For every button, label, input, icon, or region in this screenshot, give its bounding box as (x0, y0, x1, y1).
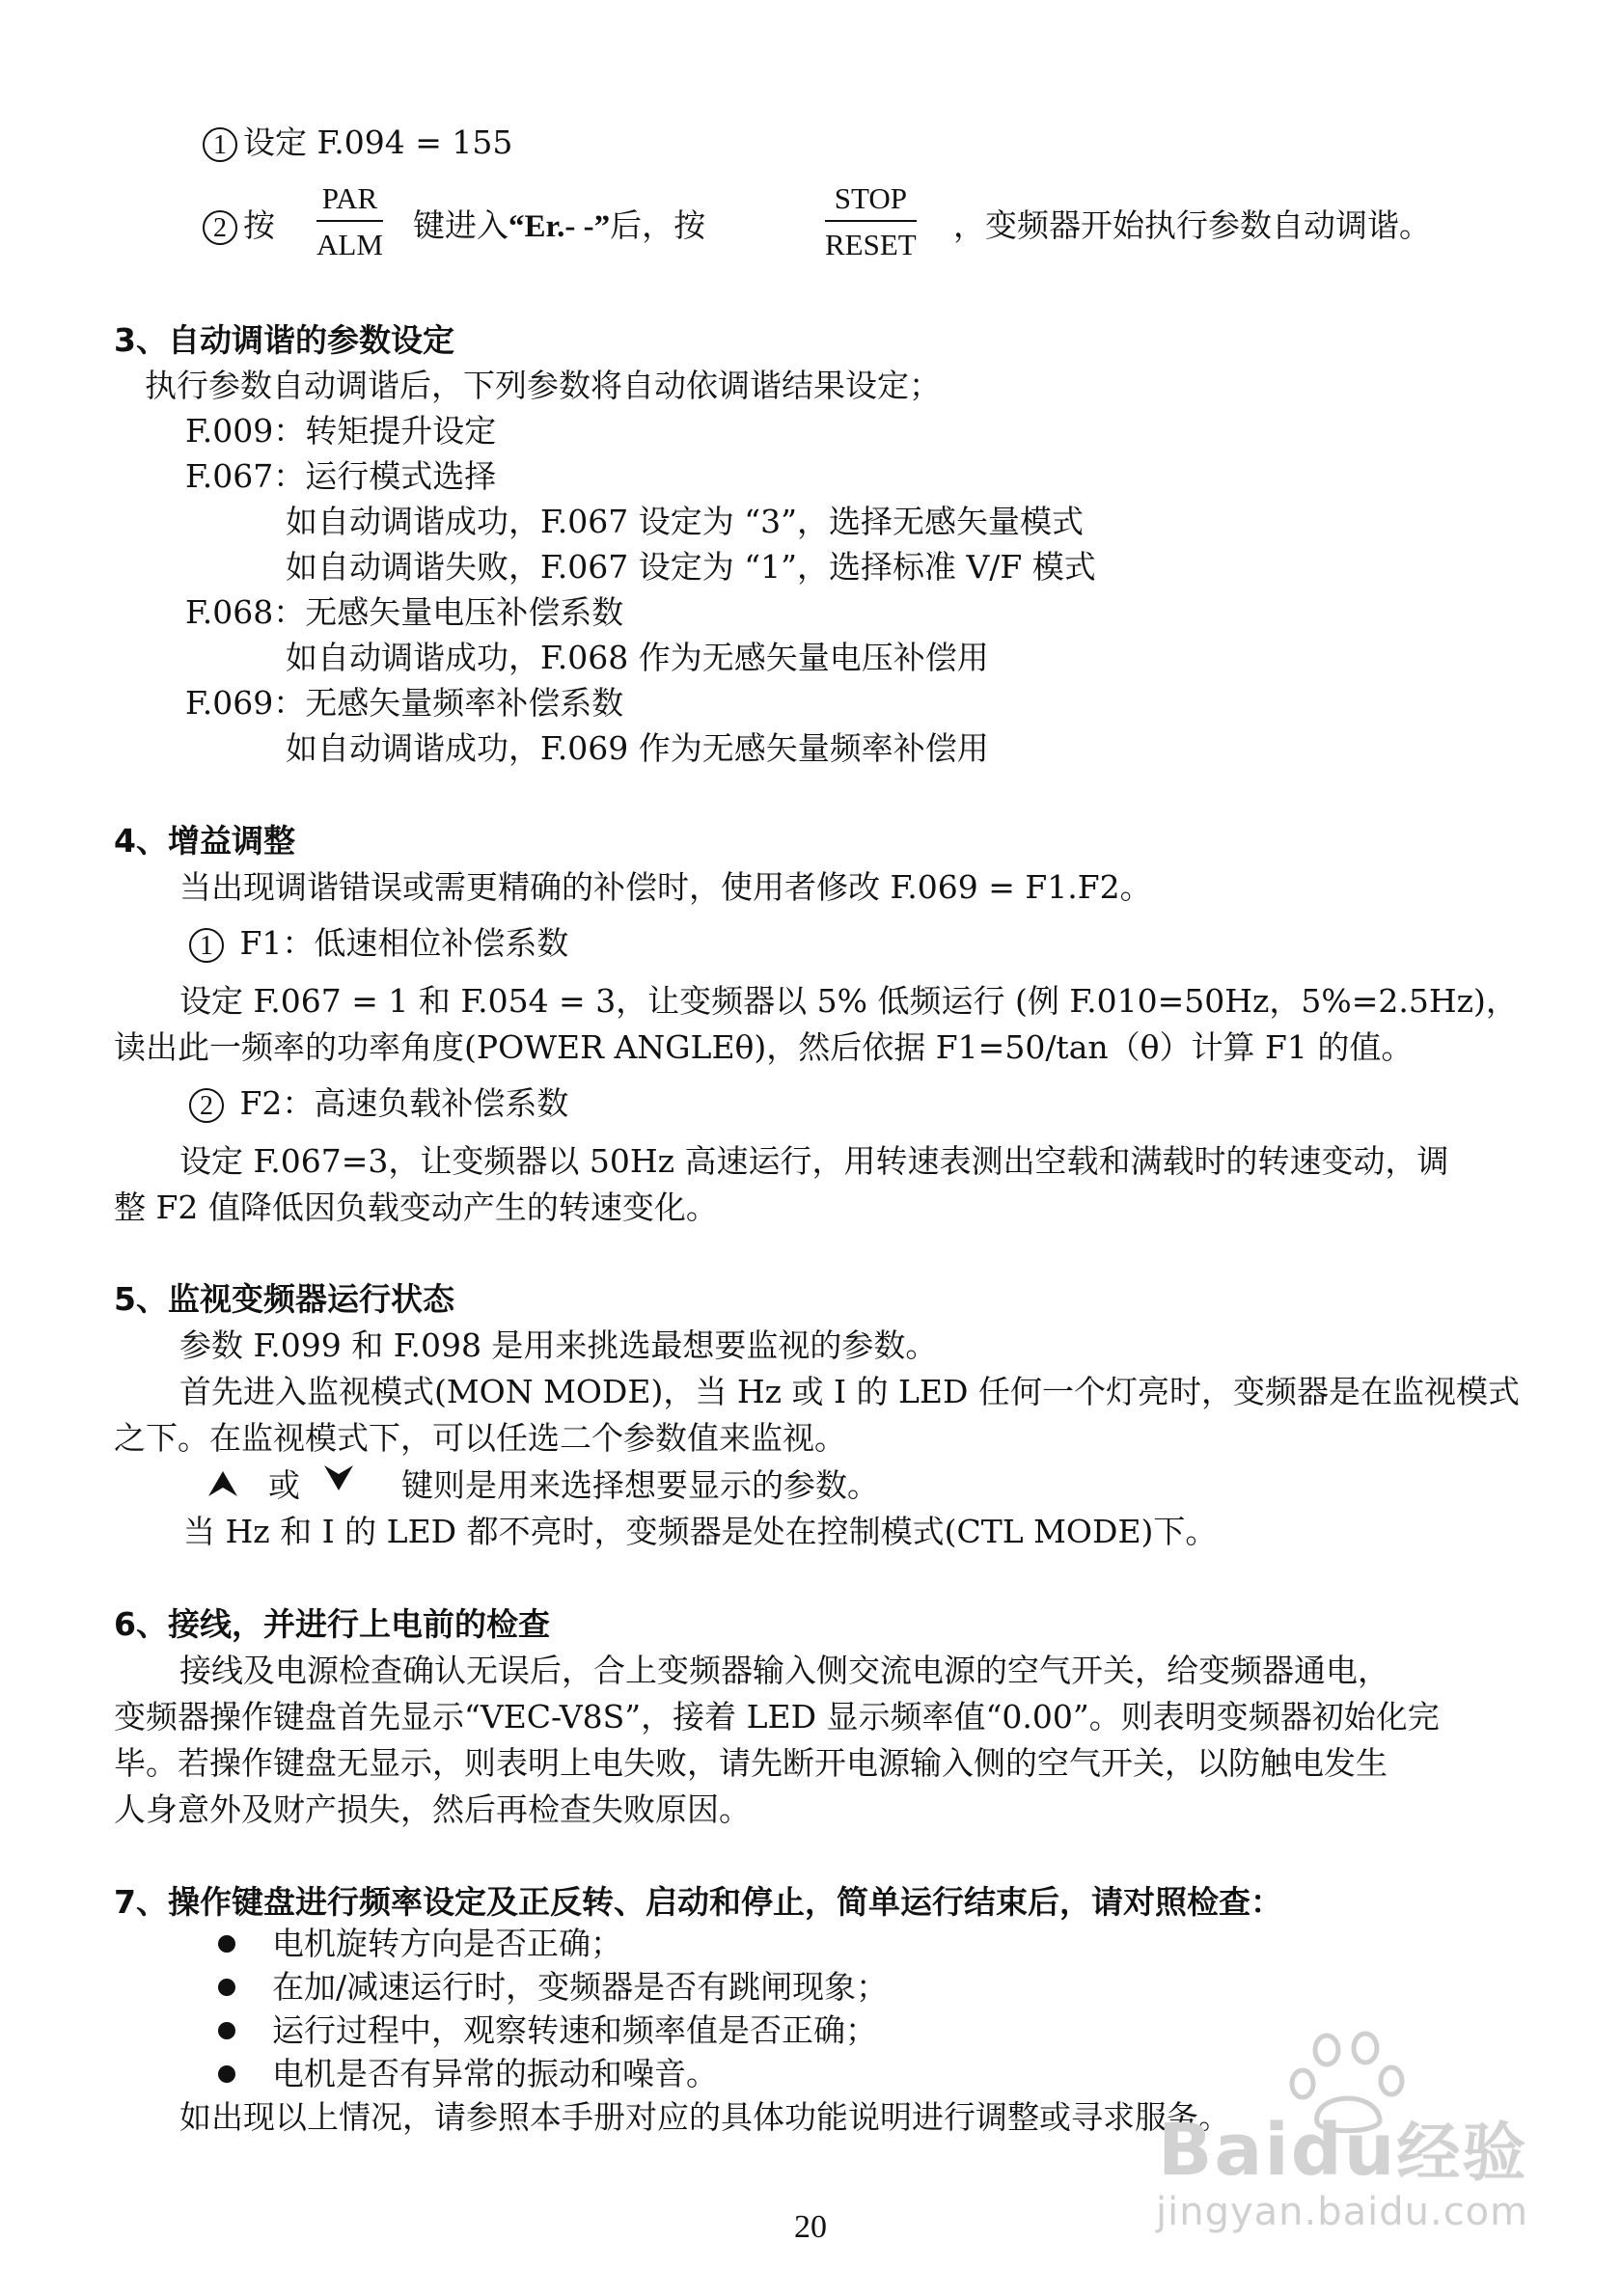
circled-number: 2 (189, 1088, 224, 1123)
down-arrow-icon (322, 1463, 355, 1492)
section-6-line: 人身意外及财产损失，然后再检查失败原因。 (114, 1790, 751, 1828)
f2-paragraph-line: 整 F2 值降低因负载变动产生的转速变化。 (114, 1189, 718, 1226)
section-5-line: 参数 F.099 和 F.098 是用来挑选最想要监视的参数。 (179, 1326, 938, 1364)
stop-key-top: STOP (825, 181, 917, 222)
f2-title (189, 1084, 568, 1123)
baidu-logo-text (1158, 2101, 1527, 2193)
checklist-item: 在加/减速运行时，变频器是否有跳闸现象； (272, 1968, 889, 2006)
section-5-heading: 5、监视变频器运行状态 (114, 1280, 454, 1318)
par-key-bottom: ALM (316, 228, 383, 261)
section-6-line: 毕。若操作键盘无显示，则表明上电失败，请先断开电源输入侧的空气开关，以防触电发生 (114, 1744, 1387, 1782)
section-6-line: 接线及电源检查确认无误后，合上变频器输入侧交流电源的空气开关，给变频器通电， (179, 1652, 1389, 1689)
section-7-closing: 如出现以上情况，请参照本手册对应的具体功能说明进行调整或寻求服务。 (179, 2098, 1230, 2136)
f2-paragraph-line: 设定 F.067=3，让变频器以 50Hz 高速运行，用转速表测出空载和满载时的转速变动，调 (179, 1142, 1449, 1180)
section-4-heading: 4、增益调整 (114, 822, 295, 860)
baidu-brand-2: du (1290, 2109, 1397, 2192)
bullet-dot (218, 2065, 235, 2083)
bullet-dot (218, 1935, 235, 1953)
section-3-line: F.067：运行模式选择 (185, 457, 497, 495)
step-2-end: ，变频器开始执行参数自动调谐。 (953, 206, 1431, 244)
f2-title-text: F2：高速负载补偿系数 (239, 1084, 569, 1122)
stop-key-bottom: RESET (825, 228, 917, 261)
circled-number: 1 (203, 127, 237, 162)
step-2-start (203, 206, 275, 245)
baidu-brand: Bai (1158, 2109, 1291, 2192)
section-6-heading: 6、接线，并进行上电前的检查 (114, 1605, 550, 1643)
section-3-line: 如自动调谐成功，F.067 设定为 “3”，选择无感矢量模式 (286, 503, 1084, 540)
section-3-line: 如自动调谐失败，F.067 设定为 “1”，选择标准 V/F 模式 (286, 548, 1096, 586)
watermark-url: jingyan.baidu.com (1156, 2190, 1529, 2234)
section-3-line: F.009：转矩提升设定 (185, 412, 497, 450)
section-5-line: 首先进入监视模式(MON MODE)，当 Hz 或 I 的 LED 任何一个灯亮时，变频器是在监视模式 (179, 1373, 1520, 1410)
section-7-heading: 7、操作键盘进行频率设定及正反转、启动和停止，简单运行结束后，请对照检查： (114, 1883, 1282, 1921)
section-6-line: 变频器操作键盘首先显示“VEC-V8S”，接着 LED 显示频率值“0.00”。则表明变频器初始化完 (114, 1698, 1440, 1736)
section-3-line: 如自动调谐成功，F.068 作为无感矢量电压补偿用 (286, 639, 989, 676)
f1-title (189, 924, 568, 963)
par-alm-key (316, 181, 383, 262)
section-3-heading: 3、自动调谐的参数设定 (114, 321, 454, 359)
page-number: 20 (794, 2209, 827, 2245)
par-key-top: PAR (316, 181, 383, 222)
step-2-middle (413, 206, 705, 246)
section-3-line: F.069：无感矢量频率补偿系数 (185, 684, 624, 722)
error-code-display: “Er.- -” (508, 209, 611, 244)
section-3-intro: 执行参数自动调谐后，下列参数将自动依调谐结果设定； (145, 367, 941, 404)
section-5-line: 之下。在监视模式下，可以任选二个参数值来监视。 (114, 1419, 846, 1457)
step-1-text: 设定 F.094 = 155 (243, 123, 513, 161)
section-5-line: 当 Hz 和 I 的 LED 都不亮时，变频器是处在控制模式(CTL MODE)下。 (183, 1513, 1218, 1550)
baidu-cn: 经验 (1396, 2116, 1528, 2190)
f1-paragraph-line: 设定 F.067 = 1 和 F.054 = 3，让变频器以 5% 低频运行 (例 F.010=50Hz，5%=2.5Hz)， (179, 982, 1518, 1020)
section-3-line: F.068：无感矢量电压补偿系数 (185, 593, 624, 631)
checklist-item: 电机旋转方向是否正确； (272, 1925, 622, 1962)
bullet-dot (218, 1979, 235, 1996)
step-1 (203, 123, 512, 162)
checklist-item: 电机是否有异常的振动和噪音。 (272, 2055, 718, 2092)
bullet-dot (218, 2022, 235, 2039)
section-3-line: 如自动调谐成功，F.069 作为无感矢量频率补偿用 (286, 729, 989, 767)
f1-title-text: F1：低速相位补偿系数 (239, 924, 569, 962)
stop-reset-key (825, 181, 917, 262)
circled-number: 1 (189, 928, 224, 963)
section-4-intro: 当出现调谐错误或需更精确的补偿时，使用者修改 F.069 = F1.F2。 (179, 868, 1152, 906)
checklist-item: 运行过程中，观察转速和频率值是否正确； (272, 2011, 877, 2049)
step-2-mid-a: 键进入 (413, 206, 508, 244)
circled-number: 2 (203, 210, 237, 245)
f1-paragraph-line: 读出此一频率的功率角度(POWER ANGLEθ)，然后依据 F1=50/tan（θ）计算 F1 的值。 (114, 1028, 1414, 1066)
up-arrow-icon (206, 1469, 239, 1498)
keys-text: 键则是用来选择想要显示的参数。 (401, 1466, 879, 1504)
or-text: 或 (268, 1466, 300, 1504)
step-2-press: 按 (243, 206, 275, 244)
step-2-mid-b: 后，按 (610, 206, 706, 244)
